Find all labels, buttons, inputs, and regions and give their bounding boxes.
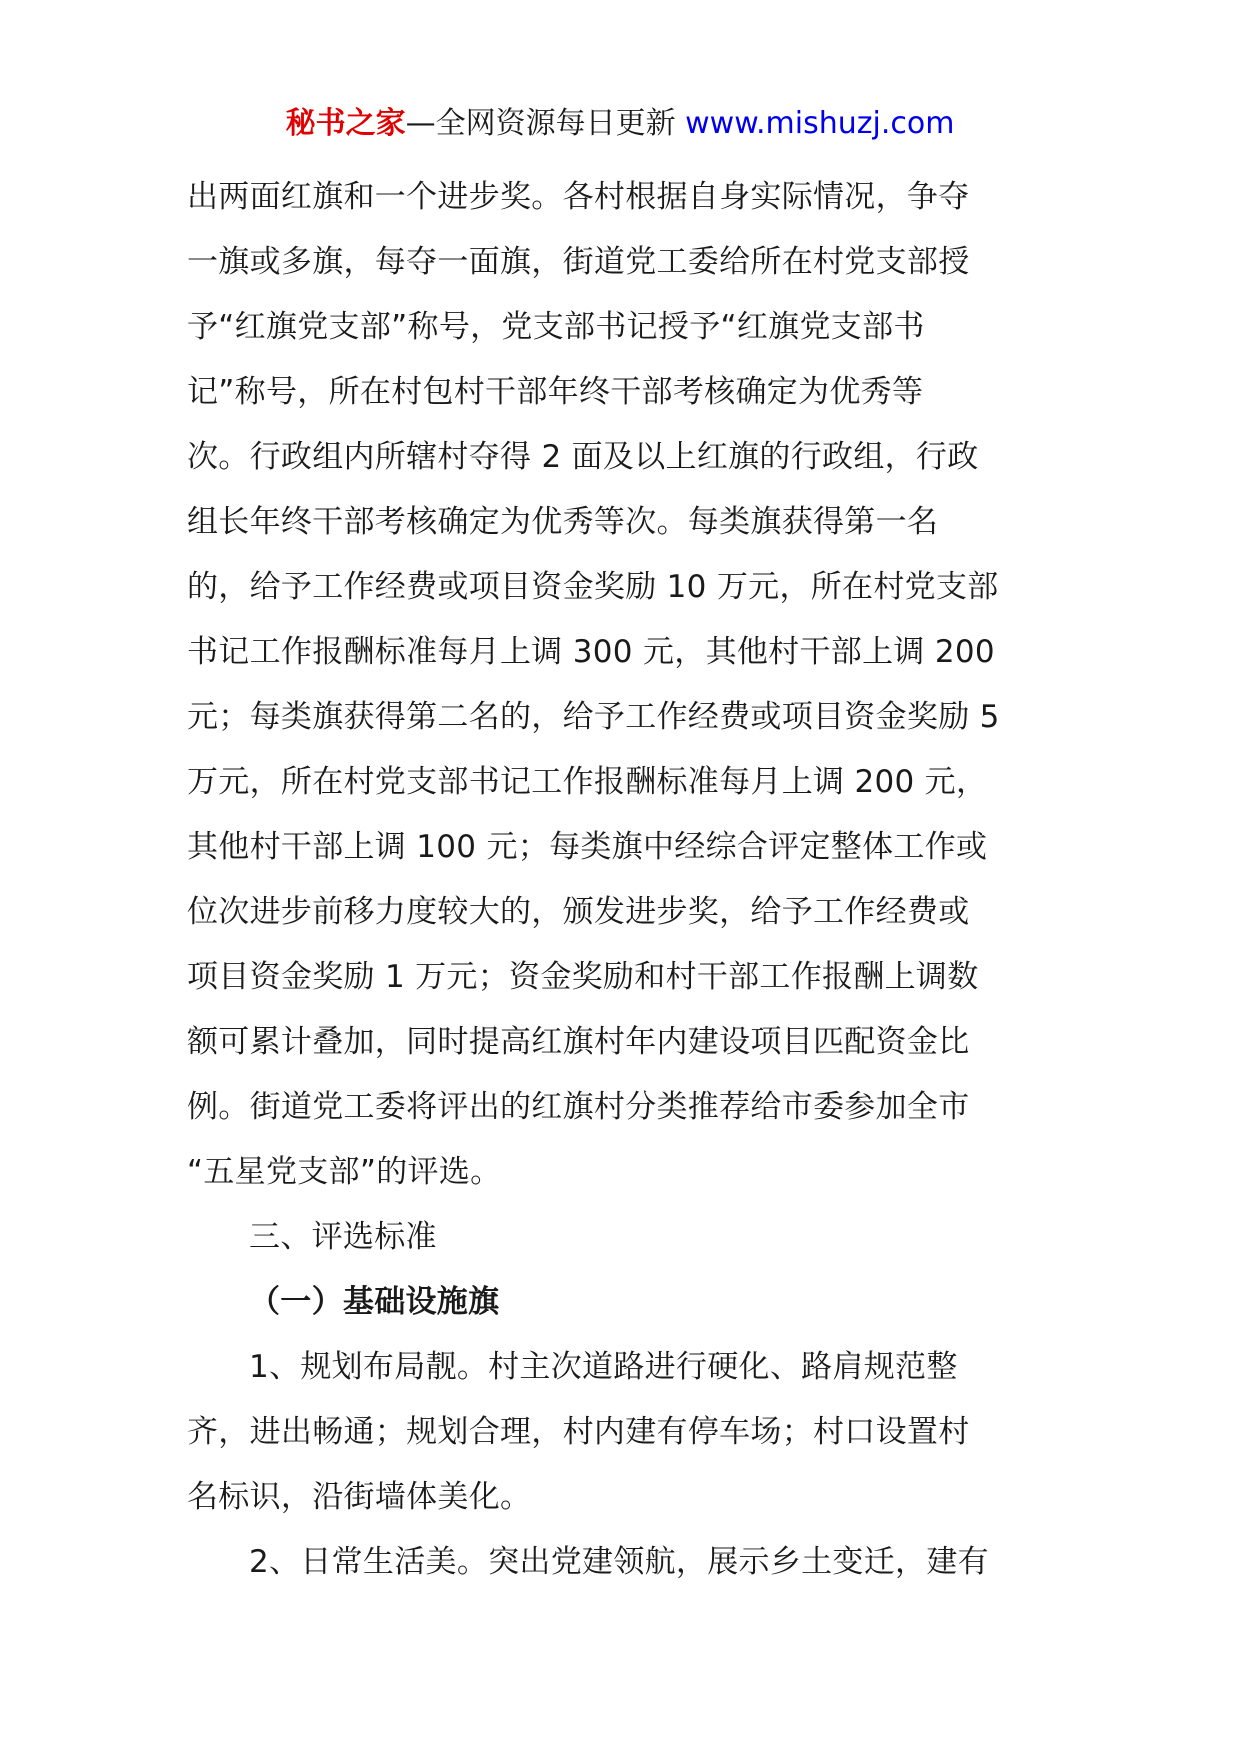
site-url-link[interactable]: www.mishuzj.com xyxy=(685,106,955,141)
text-line: 例。街道党工委将评出的红旗村分类推荐给市委参加全市 xyxy=(187,1089,970,1125)
text-line: 予“红旗党支部”称号，党支部书记授予“红旗党支部书 xyxy=(187,309,925,345)
text-line: 额可累计叠加，同时提高红旗村年内建设项目匹配资金比 xyxy=(187,1024,970,1060)
text-line: 一旗或多旗，每夺一面旗，街道党工委给所在村党支部授 xyxy=(187,244,970,280)
text-line: 万元，所在村党支部书记工作报酬标准每月上调 200 元， xyxy=(187,764,988,800)
text-line: 位次进步前移力度较大的，颁发进步奖，给予工作经费或 xyxy=(187,894,970,930)
text-line: 齐，进出畅通；规划合理，村内建有停车场；村口设置村 xyxy=(187,1414,970,1450)
text-line: 组长年终干部考核确定为优秀等次。每类旗获得第一名 xyxy=(187,504,939,540)
text-line: 元；每类旗获得第二名的，给予工作经费或项目资金奖励 5 xyxy=(187,699,1000,735)
text-line: 次。行政组内所辖村夺得 2 面及以上红旗的行政组，行政 xyxy=(187,439,979,475)
text-line: 书记工作报酬标准每月上调 300 元，其他村干部上调 200 xyxy=(187,634,995,670)
document-body xyxy=(187,165,1057,1595)
text-line: 2、日常生活美。突出党建领航，展示乡土变迁，建有 xyxy=(249,1544,989,1580)
text-line: 出两面红旗和一个进步奖。各村根据自身实际情况，争夺 xyxy=(187,179,970,215)
text-line: 名标识，沿街墙体美化。 xyxy=(187,1479,532,1515)
text-line: 1、规划布局靓。村主次道路进行硬化、路肩规范整 xyxy=(249,1349,958,1385)
text-line: 三、评选标准 xyxy=(249,1219,437,1255)
text-line: 项目资金奖励 1 万元；资金奖励和村干部工作报酬上调数 xyxy=(187,959,979,995)
header-tagline: —全网资源每日更新 xyxy=(405,106,686,141)
text-line: 记”称号，所在村包村干部年终干部考核确定为优秀等 xyxy=(187,374,924,410)
text-line: “五星党支部”的评选。 xyxy=(187,1154,502,1190)
text-line: 的，给予工作经费或项目资金奖励 10 万元，所在村党支部 xyxy=(187,569,999,605)
brand-name: 秘书之家 xyxy=(285,106,406,141)
site-header xyxy=(0,104,1240,144)
text-line: 其他村干部上调 100 元；每类旗中经综合评定整体工作或 xyxy=(187,829,988,865)
section-heading: （一）基础设施旗 xyxy=(249,1284,500,1320)
